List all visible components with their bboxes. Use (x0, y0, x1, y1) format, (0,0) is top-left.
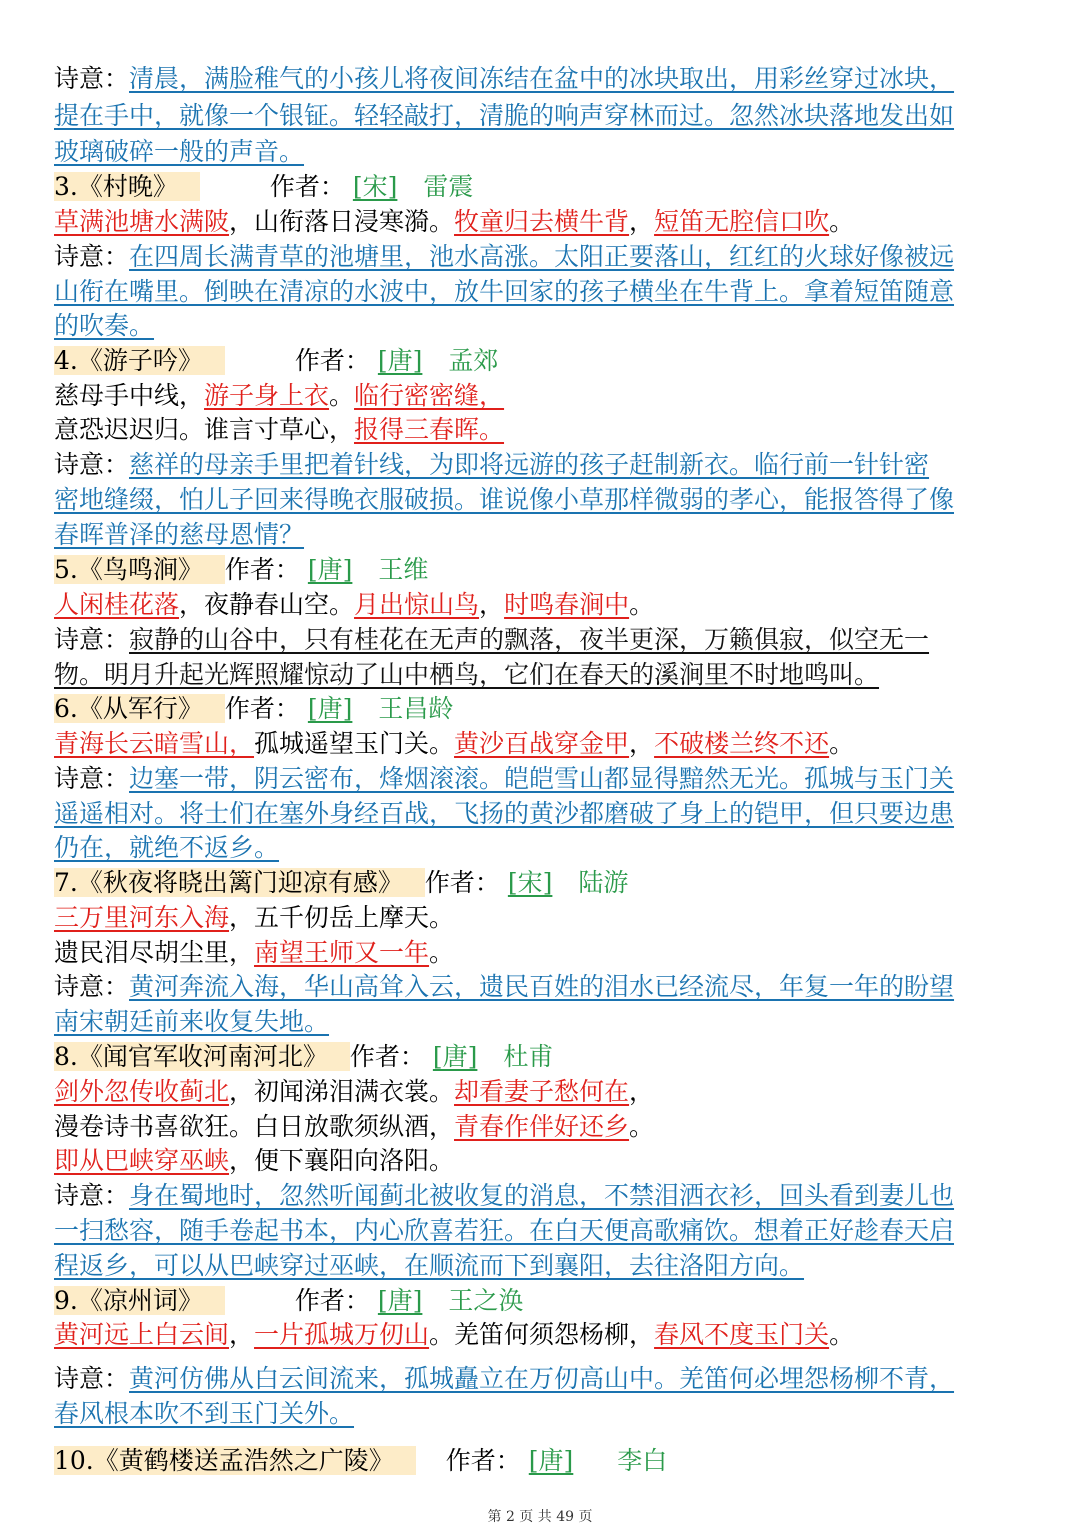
verse-text: 。 (629, 1112, 655, 1141)
meaning-label: 诗意： (54, 450, 130, 479)
poem-heading (54, 692, 453, 726)
verse-text: ，便下襄阳向洛阳。 (229, 1146, 455, 1175)
dynasty-tag: [唐] (307, 555, 353, 584)
meaning-text: 遥遥相对。将士们在塞外身经百战，飞扬的黄沙都磨破了身上的铠甲，但只要边患 (54, 799, 955, 828)
key-verse: 青春作伴好还乡 (454, 1112, 630, 1141)
key-verse: 却看妻子愁何在 (454, 1077, 630, 1106)
verse-text: 意恐迟迟归。谁言寸草心， (54, 415, 355, 444)
poem-heading (54, 1284, 523, 1318)
verse-text: ，夜静春山空。 (179, 590, 355, 619)
meaning-line (54, 483, 954, 517)
author-label: 作者： (224, 555, 300, 584)
meaning-line (54, 1005, 329, 1039)
key-verse: 时鸣春涧中 (504, 590, 630, 619)
key-verse: 春风不度玉门关 (654, 1320, 830, 1349)
meaning-line (54, 1397, 354, 1431)
author-label: 作者： (294, 346, 370, 375)
author-label: 作者： (424, 868, 500, 897)
meaning-label: 诗意： (54, 242, 130, 271)
verse-text: ， (629, 207, 655, 236)
dynasty-tag: [宋] (507, 868, 553, 897)
verse-text: ，五千仞岳上摩天。 (229, 903, 455, 932)
dynasty-tag: [唐] (377, 346, 423, 375)
meaning-text: 在四周长满青草的池塘里，池水高涨。太阳正要落山，红红的火球好像被远 (129, 242, 955, 271)
page-footer: 第 2 页 共 49 页 (487, 1509, 593, 1525)
meaning-line (54, 623, 929, 657)
verse-text: 漫卷诗书喜欲狂。白日放歌须纵酒， (54, 1112, 455, 1141)
verse-text: 。 (829, 1320, 855, 1349)
author-label: 作者： (445, 1446, 521, 1475)
verse-line (54, 1318, 854, 1352)
poem-title: 9.《凉州词》 (54, 1286, 225, 1315)
meaning-line (54, 762, 954, 796)
poem-title: 10.《黄鹤楼送孟浩然之广陵》 (54, 1446, 416, 1475)
author-name: 王维 (378, 555, 429, 584)
meaning-text: 慈祥的母亲手里把着针线，为即将远游的孩子赶制新衣。临行前一针针密 (129, 450, 930, 479)
meaning-text: 物。明月升起光辉照耀惊动了山中栖鸟，它们在春天的溪涧里不时地鸣叫。 (54, 660, 880, 689)
poem-heading (54, 1040, 553, 1074)
meaning-text: 春晖普泽的慈母恩情？ (54, 520, 305, 549)
dynasty-tag: [唐] (377, 1286, 423, 1315)
poem-title: 6.《从军行》 (54, 694, 225, 723)
meaning-line (54, 1179, 954, 1213)
verse-text: ，初闻涕泪满衣裳。 (229, 1077, 455, 1106)
author-name: 陆游 (578, 868, 629, 897)
verse-line (54, 727, 854, 761)
key-verse: 短笛无腔信口吹 (654, 207, 830, 236)
author-name: 杜甫 (503, 1042, 554, 1071)
verse-text: ，山衔落日浸寒漪。 (229, 207, 455, 236)
verse-text: ， (229, 1320, 255, 1349)
meaning-text: 身在蜀地时，忽然听闻蓟北被收复的消息，不禁泪洒衣衫，回头看到妻儿也 (129, 1181, 955, 1210)
meaning-line (54, 970, 954, 1004)
meaning-text: 的吹奏。 (54, 311, 155, 340)
verse-text: 。 (829, 207, 855, 236)
key-verse: 即从巴峡穿巫峡 (54, 1146, 230, 1175)
meaning-text: 边塞一带，阴云密布，烽烟滚滚。皑皑雪山都显得黯然无光。孤城与玉门关 (129, 764, 955, 793)
verse-line (54, 1110, 654, 1144)
verse-text: ， (479, 590, 505, 619)
author-name: 孟郊 (448, 346, 499, 375)
key-verse: 报得三春晖。 (354, 415, 505, 444)
verse-line (54, 936, 454, 970)
poem-heading (54, 344, 498, 378)
meaning-line (54, 135, 304, 169)
meaning-label: 诗意： (54, 625, 130, 654)
meaning-text: 密地缝缀，怕儿子回来得晚衣服破损。谁说像小草那样微弱的孝心，能报答得了像 (54, 485, 955, 514)
meaning-line (54, 309, 154, 343)
poem-title: 4.《游子吟》 (54, 346, 225, 375)
key-verse: 剑外忽传收蓟北 (54, 1077, 230, 1106)
key-verse: 草满池塘水满陂 (54, 207, 230, 236)
meaning-line (54, 831, 279, 865)
key-verse: 不破楼兰终不还 (654, 729, 830, 758)
poem-title: 3.《村晚》 (54, 172, 200, 201)
author-name: 王之涣 (448, 1286, 524, 1315)
meaning-line (54, 518, 304, 552)
verse-text: ， (629, 729, 655, 758)
meaning-line (54, 99, 954, 133)
meaning-line (54, 797, 954, 831)
meaning-line (54, 240, 954, 274)
author-name: 李白 (617, 1446, 668, 1475)
author-label: 作者： (224, 694, 300, 723)
dynasty-tag: [宋] (352, 172, 398, 201)
meaning-line (54, 448, 929, 482)
poem-heading (54, 1444, 667, 1478)
poem-heading (54, 866, 628, 900)
verse-text: 。 (329, 381, 355, 410)
verse-text: ， (629, 1077, 655, 1106)
author-label: 作者： (269, 172, 345, 201)
verse-text: 。羌笛何须怨杨柳， (429, 1320, 655, 1349)
poem-heading (54, 170, 473, 204)
meaning-label: 诗意： (54, 972, 130, 1001)
meaning-line (54, 62, 954, 96)
meaning-text: 寂静的山谷中，只有桂花在无声的飘落，夜半更深，万籁俱寂，似空无一 (129, 625, 930, 654)
key-verse: 南望王师又一年 (254, 938, 430, 967)
meaning-line (54, 658, 879, 692)
poem-title: 7.《秋夜将晓出篱门迎凉有感》 (54, 868, 425, 897)
meaning-text: 清晨，满脸稚气的小孩儿将夜间冻结在盆中的冰块取出，用彩丝穿过冰块， (129, 64, 955, 93)
meaning-text: 黄河仿佛从白云间流来，孤城矗立在万仞高山中。羌笛何必埋怨杨柳不青， (129, 1364, 955, 1393)
meaning-line (54, 275, 954, 309)
meaning-label: 诗意： (54, 764, 130, 793)
key-verse: 黄沙百战穿金甲 (454, 729, 630, 758)
author-name: 雷震 (423, 172, 474, 201)
dynasty-tag: [唐] (432, 1042, 478, 1071)
verse-text: 。 (429, 938, 455, 967)
meaning-text: 程返乡，可以从巴峡穿过巫峡，在顺流而下到襄阳，去往洛阳方向。 (54, 1251, 805, 1280)
verse-text: 。 (829, 729, 855, 758)
meaning-label: 诗意： (54, 64, 130, 93)
verse-line (54, 413, 504, 447)
meaning-text: 南宋朝廷前来收复失地。 (54, 1007, 330, 1036)
meaning-label: 诗意： (54, 1181, 130, 1210)
key-verse: 人闲桂花落 (54, 590, 180, 619)
meaning-text: 提在手中，就像一个银钲。轻轻敲打，清脆的响声穿林而过。忽然冰块落地发出如 (54, 101, 955, 130)
key-verse: 月出惊山鸟 (354, 590, 480, 619)
meaning-text: 黄河奔流入海，华山高耸入云，遗民百姓的泪水已经流尽，年复一年的盼望 (129, 972, 955, 1001)
dynasty-tag: [唐] (528, 1446, 574, 1475)
author-label: 作者： (294, 1286, 370, 1315)
meaning-text: 仍在，就绝不返乡。 (54, 833, 280, 862)
key-verse: 青海长云暗雪山， (54, 729, 255, 758)
meaning-text: 山衔在嘴里。倒映在清凉的水波中，放牛回家的孩子横坐在牛背上。拿着短笛随意 (54, 277, 955, 306)
dynasty-tag: [唐] (307, 694, 353, 723)
key-verse: 游子身上衣 (204, 381, 330, 410)
meaning-line (54, 1362, 954, 1396)
key-verse: 临行密密缝， (354, 381, 505, 410)
verse-text: 。 (629, 590, 655, 619)
verse-line (54, 901, 454, 935)
poem-heading (54, 553, 428, 587)
poem-title: 8.《闻官军收河南河北》 (54, 1042, 350, 1071)
verse-text: 孤城遥望玉门关。 (254, 729, 455, 758)
verse-text: 遗民泪尽胡尘里， (54, 938, 255, 967)
verse-text: 慈母手中线， (54, 381, 205, 410)
key-verse: 一片孤城万仞山 (254, 1320, 430, 1349)
verse-line (54, 588, 654, 622)
verse-line (54, 379, 504, 413)
meaning-text: 一扫愁容，随手卷起书本，内心欣喜若狂。在白天便高歌痛饮。想着正好趁春天启 (54, 1216, 955, 1245)
meaning-line (54, 1249, 804, 1283)
meaning-line (54, 1214, 954, 1248)
author-label: 作者： (349, 1042, 425, 1071)
key-verse: 三万里河东入海 (54, 903, 230, 932)
key-verse: 黄河远上白云间 (54, 1320, 230, 1349)
meaning-text: 玻璃破碎一般的声音。 (54, 137, 305, 166)
key-verse: 牧童归去横牛背 (454, 207, 630, 236)
verse-line (54, 205, 854, 239)
author-name: 王昌龄 (378, 694, 454, 723)
meaning-label: 诗意： (54, 1364, 130, 1393)
verse-line (54, 1075, 654, 1109)
meaning-text: 春风根本吹不到玉门关外。 (54, 1399, 355, 1428)
poem-title: 5.《鸟鸣涧》 (54, 555, 225, 584)
verse-line (54, 1144, 454, 1178)
